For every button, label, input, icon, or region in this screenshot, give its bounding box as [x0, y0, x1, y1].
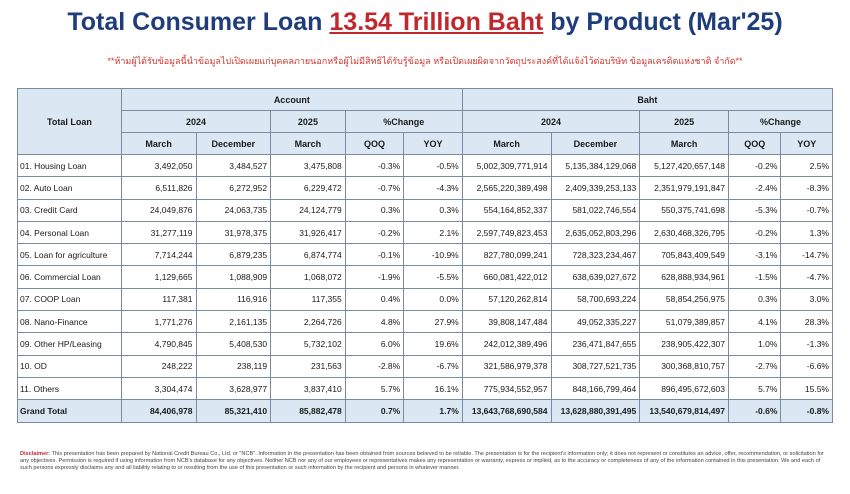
baht-yoy: 3.0% [781, 288, 833, 310]
account-march-2025: 3,475,808 [271, 155, 346, 177]
baht-december-2024: 638,639,027,672 [551, 266, 640, 288]
row-label: Grand Total [18, 400, 122, 422]
header-account-december-2024: December [196, 133, 271, 155]
baht-march-2024: 2,597,749,823,453 [462, 221, 551, 243]
row-label: 11. Others [18, 377, 122, 399]
baht-march-2024: 242,012,389,496 [462, 333, 551, 355]
row-label: 08. Nano-Finance [18, 311, 122, 333]
table-row [18, 355, 833, 377]
account-december-2024: 31,978,375 [196, 221, 271, 243]
account-yoy: 2.1% [404, 221, 463, 243]
baht-march-2024: 13,643,768,690,584 [462, 400, 551, 422]
account-yoy: 0.0% [404, 288, 463, 310]
account-qoq: 0.3% [345, 199, 403, 221]
account-qoq: -0.3% [345, 155, 403, 177]
account-qoq: 6.0% [345, 333, 403, 355]
header-total-loan: Total Loan [18, 89, 122, 155]
header-baht-change: %Change [729, 111, 833, 133]
header-account-march-2025: March [271, 133, 346, 155]
account-december-2024: 116,916 [196, 288, 271, 310]
account-march-2025: 117,355 [271, 288, 346, 310]
account-march-2025: 231,563 [271, 355, 346, 377]
account-december-2024: 85,321,410 [196, 400, 271, 422]
account-march-2025: 24,124,779 [271, 199, 346, 221]
account-qoq: 5.7% [345, 377, 403, 399]
account-december-2024: 5,408,530 [196, 333, 271, 355]
account-march-2024: 84,406,978 [121, 400, 196, 422]
header-baht-yoy: YOY [781, 133, 833, 155]
account-yoy: 27.9% [404, 311, 463, 333]
baht-qoq: -2.4% [729, 177, 781, 199]
account-qoq: -0.7% [345, 177, 403, 199]
baht-qoq: -0.6% [729, 400, 781, 422]
account-march-2024: 6,511,826 [121, 177, 196, 199]
baht-december-2024: 2,635,052,803,296 [551, 221, 640, 243]
baht-march-2024: 827,780,099,241 [462, 244, 551, 266]
account-march-2025: 6,229,472 [271, 177, 346, 199]
table-row [18, 288, 833, 310]
baht-yoy: -14.7% [781, 244, 833, 266]
account-march-2024: 7,714,244 [121, 244, 196, 266]
account-december-2024: 6,272,952 [196, 177, 271, 199]
baht-march-2025: 300,368,810,757 [640, 355, 729, 377]
baht-march-2025: 5,127,420,657,148 [640, 155, 729, 177]
baht-march-2024: 321,586,979,378 [462, 355, 551, 377]
table-row [18, 199, 833, 221]
baht-march-2025: 628,888,934,961 [640, 266, 729, 288]
disclaimer [20, 451, 830, 473]
baht-march-2025: 2,351,979,191,847 [640, 177, 729, 199]
account-march-2024: 248,222 [121, 355, 196, 377]
baht-yoy: 15.5% [781, 377, 833, 399]
baht-qoq: 0.3% [729, 288, 781, 310]
baht-december-2024: 308,727,521,735 [551, 355, 640, 377]
account-december-2024: 238,119 [196, 355, 271, 377]
row-label: 01. Housing Loan [18, 155, 122, 177]
row-label: 05. Loan for agriculture [18, 244, 122, 266]
page-title [0, 8, 850, 37]
account-march-2024: 24,049,876 [121, 199, 196, 221]
baht-yoy: 2.5% [781, 155, 833, 177]
disclaimer-text: This presentation has been prepared by National Credit Bureau Co., Ltd. or "NCB". Information in the presentation has been obtained from sources believed to be reliable. The presentation is for the recipient's information only; it does not represent or constitutes an advice, offer, recommendation, or solicitation for any objectives. Permission is required if using information from NCB's database for any objectives. Neither NCB nor any of our employees or representatives makes any representation or warranty, express or implied, as to the accuracy or completeness of any of the information contained in this presentation. We and each of such persons expressly disclaims any and all liability relating to or resulting from the use of this presentation or such information by the recipient and persons in whatever manner. [20, 451, 824, 472]
baht-december-2024: 58,700,693,224 [551, 288, 640, 310]
account-qoq: 0.7% [345, 400, 403, 422]
baht-yoy: -6.6% [781, 355, 833, 377]
baht-qoq: -0.2% [729, 155, 781, 177]
account-december-2024: 2,161,135 [196, 311, 271, 333]
header-account-yoy: YOY [404, 133, 463, 155]
baht-qoq: -1.5% [729, 266, 781, 288]
row-label: 07. COOP Loan [18, 288, 122, 310]
account-yoy: 19.6% [404, 333, 463, 355]
row-label: 04. Personal Loan [18, 221, 122, 243]
disclaimer-label: Disclaimer: [20, 451, 51, 457]
baht-qoq: -2.7% [729, 355, 781, 377]
header-account-march-2024: March [121, 133, 196, 155]
account-march-2025: 3,837,410 [271, 377, 346, 399]
baht-yoy: 28.3% [781, 311, 833, 333]
table-row [18, 333, 833, 355]
table-row [18, 377, 833, 399]
account-march-2024: 117,381 [121, 288, 196, 310]
confidentiality-note: **ห้ามผู้ได้รับข้อมูลนี้นำข้อมูลไปเปิดเผยแก่บุคคลภายนอกหรือผู้ไม่มีสิทธิได้รับรู้ข้อมูล หรือเปิดเผยผิดจากวัตถุประสงค์ที่ได้แจ้งไว้ต่อบริษัท ข้อมูลเครดิตแห่งชาติ จำกัด** [107, 56, 743, 66]
title-highlight: 13.54 Trillion Baht [329, 8, 544, 36]
baht-qoq: -3.1% [729, 244, 781, 266]
baht-march-2025: 2,630,468,326,795 [640, 221, 729, 243]
baht-qoq: 1.0% [729, 333, 781, 355]
baht-december-2024: 728,323,234,467 [551, 244, 640, 266]
baht-qoq: 5.7% [729, 377, 781, 399]
baht-march-2024: 775,934,552,957 [462, 377, 551, 399]
grand-total-row [18, 400, 833, 422]
header-account-2024: 2024 [121, 111, 270, 133]
row-label: 10. OD [18, 355, 122, 377]
baht-december-2024: 581,022,746,554 [551, 199, 640, 221]
account-december-2024: 6,879,235 [196, 244, 271, 266]
table-row [18, 266, 833, 288]
header-baht-qoq: QOQ [729, 133, 781, 155]
baht-march-2025: 13,540,679,814,497 [640, 400, 729, 422]
account-yoy: -6.7% [404, 355, 463, 377]
account-qoq: -1.9% [345, 266, 403, 288]
baht-december-2024: 236,471,847,655 [551, 333, 640, 355]
account-march-2025: 85,882,478 [271, 400, 346, 422]
header-baht: Baht [462, 89, 832, 111]
account-yoy: -0.5% [404, 155, 463, 177]
baht-march-2024: 660,081,422,012 [462, 266, 551, 288]
account-march-2024: 3,492,050 [121, 155, 196, 177]
account-yoy: 1.7% [404, 400, 463, 422]
row-label: 09. Other HP/Leasing [18, 333, 122, 355]
title-suffix: by Product (Mar'25) [543, 8, 783, 36]
header-baht-2025: 2025 [640, 111, 729, 133]
loan-table [17, 88, 833, 423]
baht-yoy: 1.3% [781, 221, 833, 243]
baht-yoy: -4.7% [781, 266, 833, 288]
baht-qoq: -5.3% [729, 199, 781, 221]
table-row [18, 311, 833, 333]
baht-yoy: -8.3% [781, 177, 833, 199]
table-row [18, 244, 833, 266]
baht-march-2024: 5,002,309,771,914 [462, 155, 551, 177]
baht-march-2025: 896,495,672,603 [640, 377, 729, 399]
account-qoq: -0.2% [345, 221, 403, 243]
baht-december-2024: 49,052,335,227 [551, 311, 640, 333]
baht-march-2025: 705,843,409,549 [640, 244, 729, 266]
baht-march-2025: 238,905,422,307 [640, 333, 729, 355]
account-december-2024: 1,088,909 [196, 266, 271, 288]
account-yoy: -4.3% [404, 177, 463, 199]
header-baht-march-2025: March [640, 133, 729, 155]
baht-yoy: -0.8% [781, 400, 833, 422]
account-march-2025: 1,068,072 [271, 266, 346, 288]
header-baht-december-2024: December [551, 133, 640, 155]
baht-march-2025: 550,375,741,698 [640, 199, 729, 221]
account-march-2024: 31,277,119 [121, 221, 196, 243]
baht-march-2025: 51,079,389,857 [640, 311, 729, 333]
account-yoy: -10.9% [404, 244, 463, 266]
baht-yoy: -0.7% [781, 199, 833, 221]
account-december-2024: 24,063,735 [196, 199, 271, 221]
header-account-2025: 2025 [271, 111, 346, 133]
row-label: 06. Commercial Loan [18, 266, 122, 288]
account-march-2025: 31,926,417 [271, 221, 346, 243]
account-march-2024: 1,129,665 [121, 266, 196, 288]
header-account-change: %Change [345, 111, 462, 133]
baht-qoq: 4.1% [729, 311, 781, 333]
table-row [18, 155, 833, 177]
baht-march-2024: 57,120,262,814 [462, 288, 551, 310]
account-yoy: 0.3% [404, 199, 463, 221]
account-yoy: -5.5% [404, 266, 463, 288]
table-row [18, 177, 833, 199]
account-december-2024: 3,628,977 [196, 377, 271, 399]
baht-december-2024: 848,166,799,464 [551, 377, 640, 399]
header-account-qoq: QOQ [345, 133, 403, 155]
row-label: 02. Auto Loan [18, 177, 122, 199]
account-qoq: -2.8% [345, 355, 403, 377]
account-march-2025: 6,874,774 [271, 244, 346, 266]
header-account: Account [121, 89, 462, 111]
account-march-2024: 4,790,845 [121, 333, 196, 355]
header-baht-2024: 2024 [462, 111, 640, 133]
baht-yoy: -1.3% [781, 333, 833, 355]
baht-december-2024: 2,409,339,253,133 [551, 177, 640, 199]
account-march-2024: 3,304,474 [121, 377, 196, 399]
table-row [18, 221, 833, 243]
account-qoq: 0.4% [345, 288, 403, 310]
account-march-2025: 2,264,726 [271, 311, 346, 333]
account-yoy: 16.1% [404, 377, 463, 399]
baht-march-2025: 58,854,256,975 [640, 288, 729, 310]
row-label: 03. Credit Card [18, 199, 122, 221]
baht-december-2024: 13,628,880,391,495 [551, 400, 640, 422]
baht-march-2024: 554,164,852,337 [462, 199, 551, 221]
account-march-2024: 1,771,276 [121, 311, 196, 333]
baht-march-2024: 39,808,147,484 [462, 311, 551, 333]
baht-march-2024: 2,565,220,389,498 [462, 177, 551, 199]
title-prefix: Total Consumer Loan [67, 8, 330, 36]
header-baht-march-2024: March [462, 133, 551, 155]
baht-qoq: -0.2% [729, 221, 781, 243]
account-march-2025: 5,732,102 [271, 333, 346, 355]
account-december-2024: 3,484,527 [196, 155, 271, 177]
account-qoq: 4.8% [345, 311, 403, 333]
baht-december-2024: 5,135,384,129,068 [551, 155, 640, 177]
account-qoq: -0.1% [345, 244, 403, 266]
